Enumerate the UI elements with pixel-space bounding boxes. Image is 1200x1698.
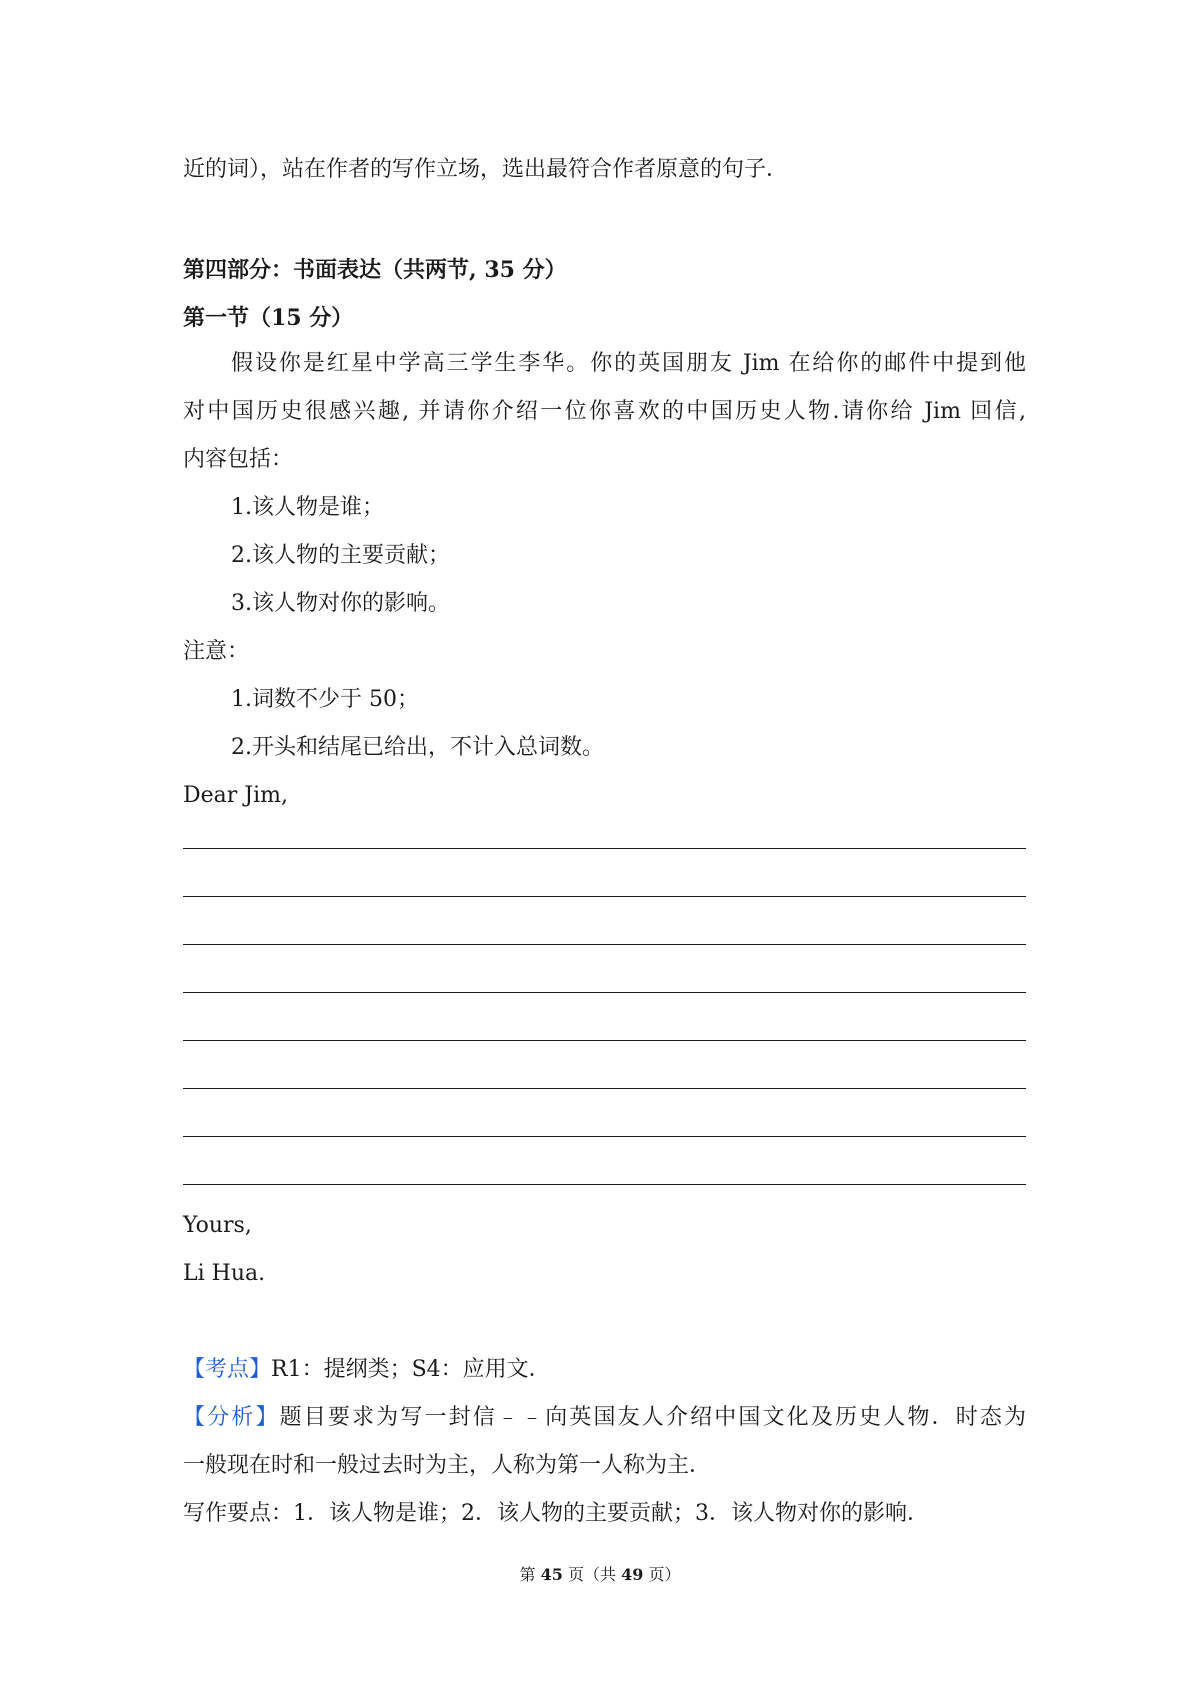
answer-line[interactable]	[183, 896, 1026, 897]
footer-page-number: 45	[540, 1565, 563, 1584]
writing-points: 写作要点：1．该人物是谁；2．该人物的主要贡献；3．该人物对你的影响．	[183, 1501, 929, 1526]
fenxi-line-1	[183, 1404, 1026, 1432]
section1-heading: 第一节（15 分）	[183, 305, 354, 331]
part4-heading: 第四部分：书面表达（共两节, 35 分）	[183, 257, 567, 283]
prompt-line-2: 对中国历史很感兴趣, 并请你介绍一位你喜欢的中国历史人物.请你给 Jim 回信,	[183, 399, 1026, 424]
footer-post: 页）	[643, 1565, 681, 1584]
kaodian-line	[183, 1356, 551, 1384]
fenxi-text-1: 题目要求为写一封信﹣﹣向英国友人介绍中国文化及历史人物．时态为	[279, 1405, 1026, 1430]
footer-pre: 第	[519, 1565, 541, 1584]
answer-line[interactable]	[183, 848, 1026, 849]
footer-total-pages: 49	[621, 1565, 644, 1584]
closing: Yours,	[183, 1213, 252, 1238]
answer-line[interactable]	[183, 992, 1026, 993]
answer-line[interactable]	[183, 944, 1026, 945]
kaodian-tag: 【考点】	[183, 1357, 272, 1382]
fenxi-tag: 【分析】	[183, 1405, 280, 1430]
content-item-2: 2.该人物的主要贡献；	[231, 543, 450, 568]
footer-mid: 页（共	[562, 1565, 622, 1584]
answer-line[interactable]	[183, 1136, 1026, 1137]
prompt-line-3: 内容包括：	[183, 447, 294, 472]
intro-tail-text: 近的词），站在作者的写作立场，选出最符合作者原意的句子．	[183, 157, 789, 182]
content-item-1: 1.该人物是谁；	[231, 495, 384, 520]
content-item-3: 3.该人物对你的影响。	[231, 591, 450, 616]
salutation: Dear Jim,	[183, 783, 288, 808]
answer-line[interactable]	[183, 1040, 1026, 1041]
kaodian-text: R1：提纲类；S4：应用文．	[271, 1357, 551, 1382]
answer-line[interactable]	[183, 1184, 1026, 1185]
fenxi-line-2: 一般现在时和一般过去时为主，人称为第一人称为主．	[183, 1453, 712, 1478]
notes-label: 注意：	[183, 639, 250, 664]
note-2: 2.开头和结尾已给出，不计入总词数。	[231, 735, 604, 760]
signature: Li Hua.	[183, 1261, 266, 1286]
page-footer	[0, 1564, 1200, 1586]
note-1: 1.词数不少于 50；	[231, 687, 419, 712]
answer-line[interactable]	[183, 1088, 1026, 1089]
prompt-line-1: 假设你是红星中学高三学生李华。你的英国朋友 Jim 在给你的邮件中提到他	[231, 351, 1026, 376]
